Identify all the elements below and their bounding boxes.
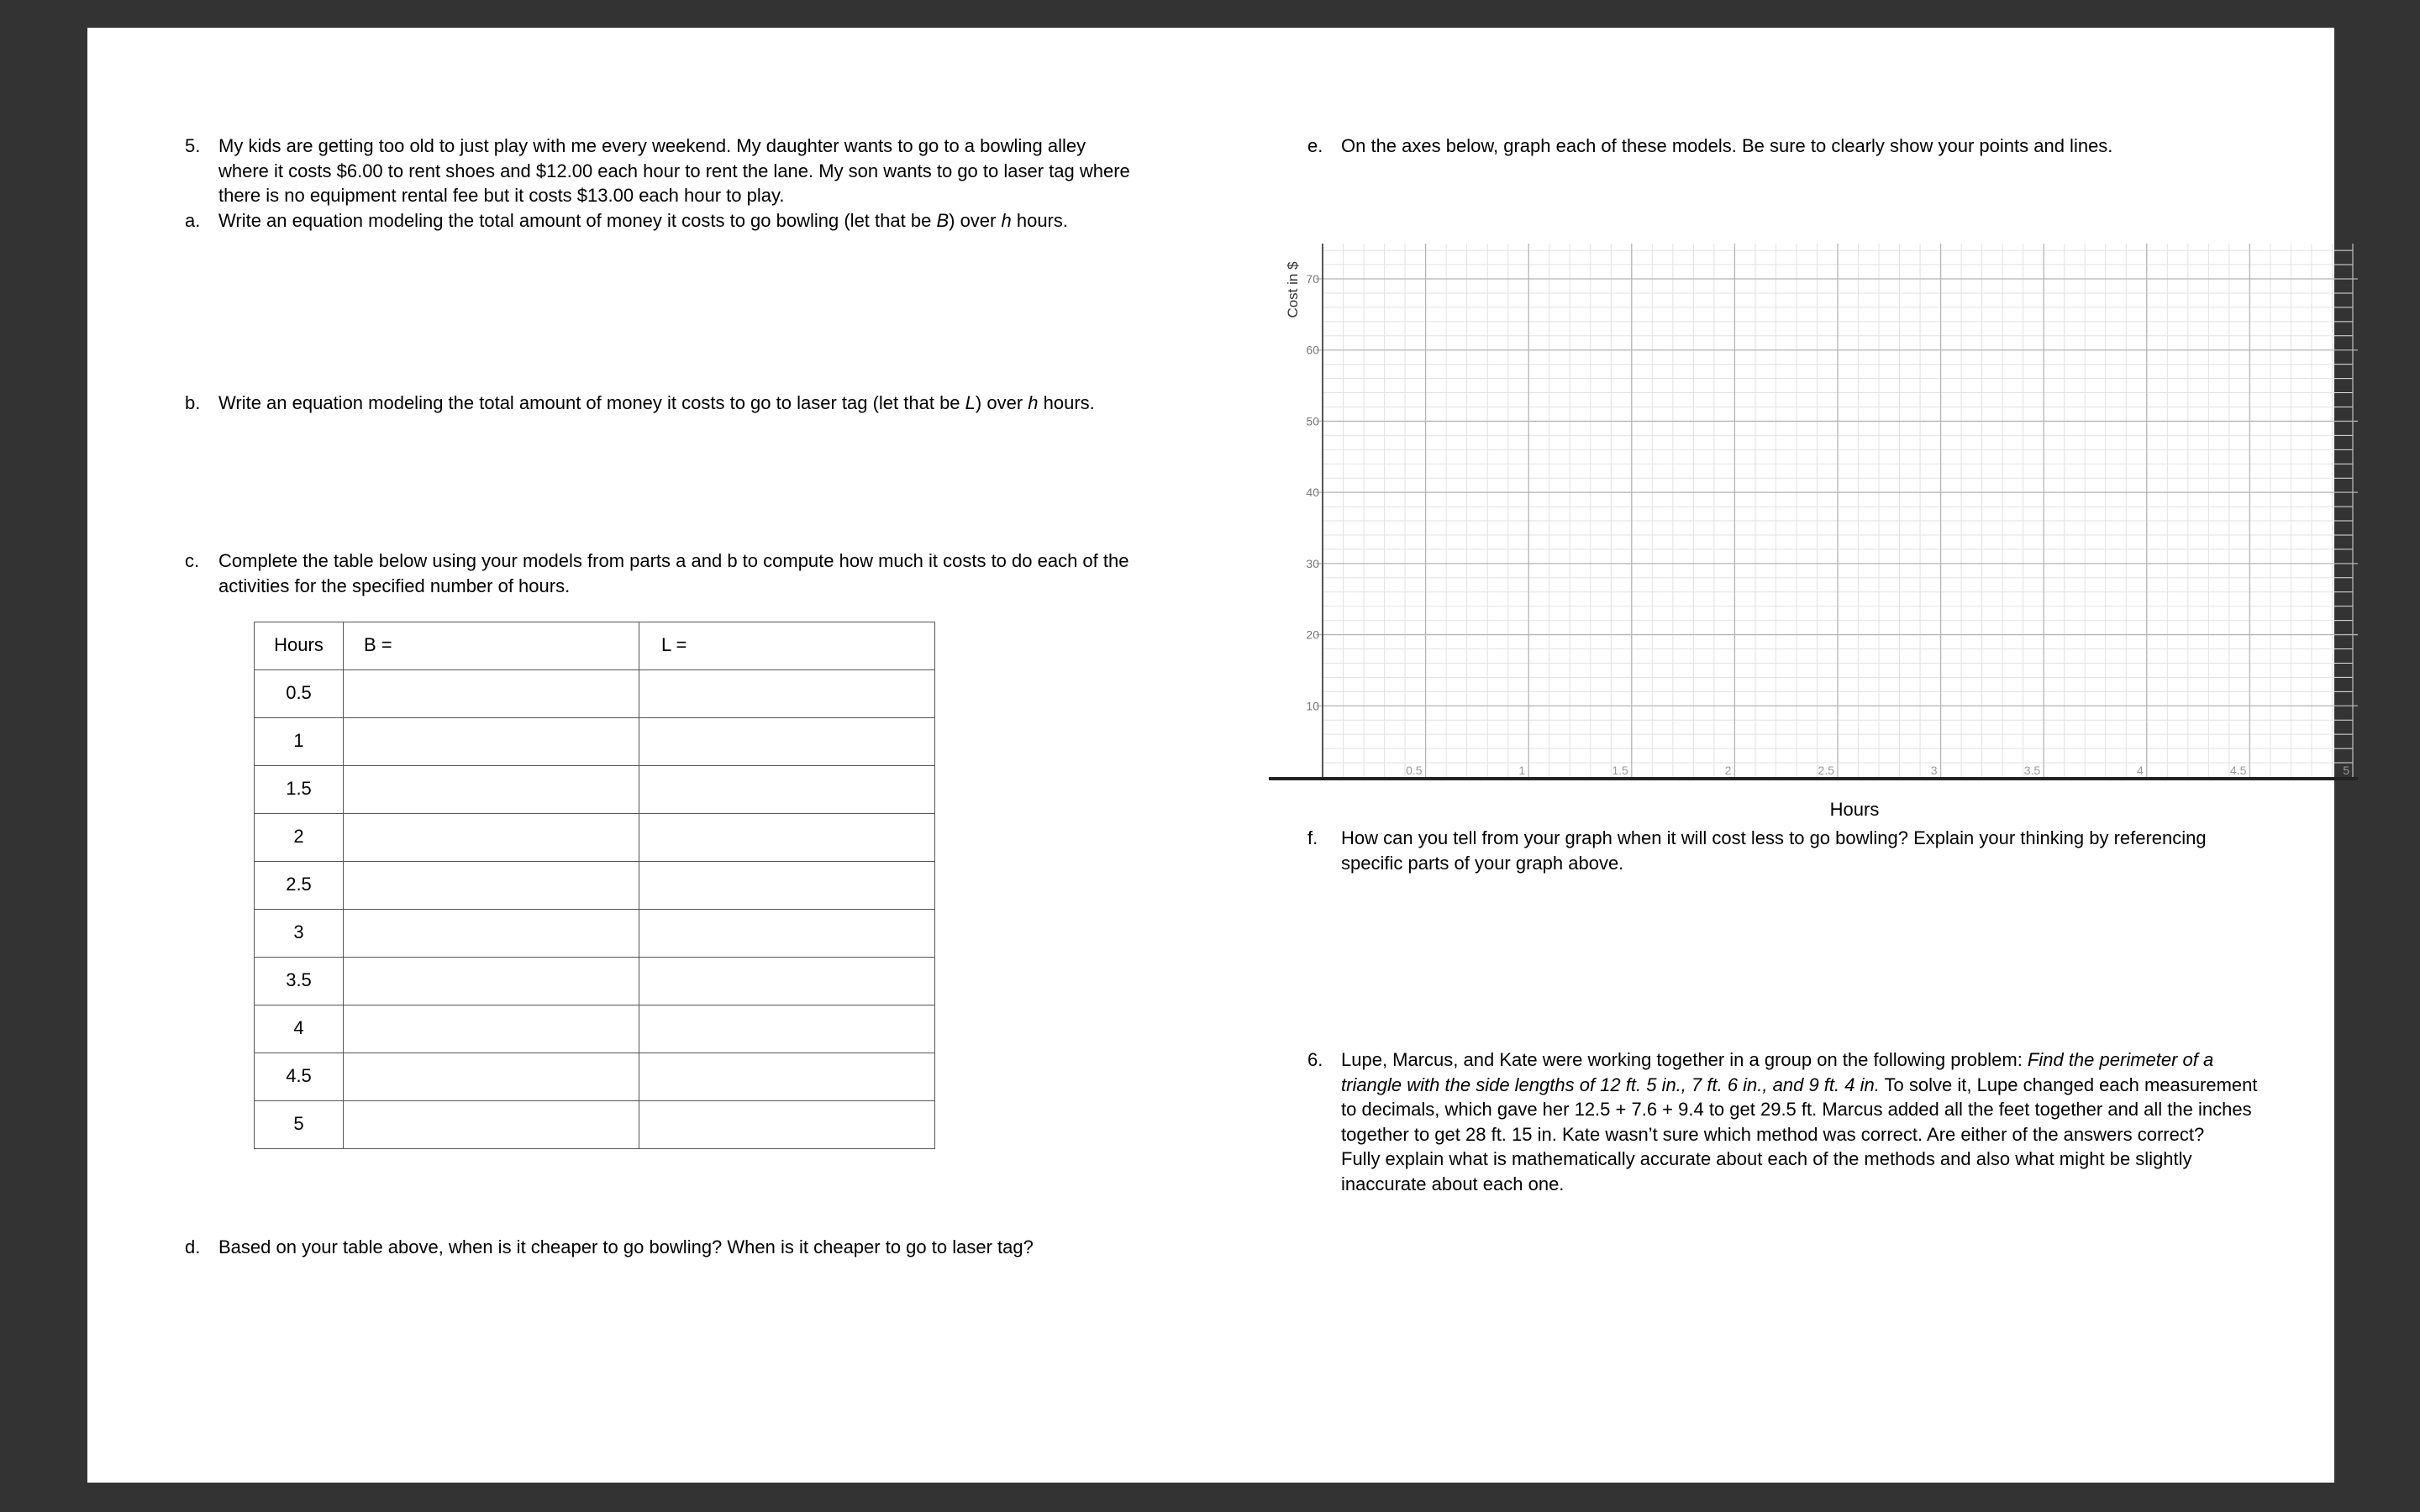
part-e-letter: e.: [1307, 135, 1323, 156]
worksheet-page: [87, 28, 2349, 1483]
part-f-text: [1341, 826, 2207, 875]
header-hours: Hours: [255, 622, 344, 670]
table-header-row: [255, 622, 935, 670]
part-f-letter: f.: [1307, 827, 1318, 848]
part-c-text: [218, 549, 1128, 598]
table-row: [255, 1053, 935, 1101]
x-tick-label: 1: [1518, 764, 1526, 777]
laser-tag-cost-cell[interactable]: [639, 1005, 935, 1053]
question-6-line: together to get 28 ft. 15 in. Kate wasn’t sure which method was correct. Are either of the answers correct?: [1341, 1123, 2205, 1145]
y-axis-title: Cost in $: [1285, 261, 1301, 318]
q6-line2-italic: triangle with the side lengths of 12 ft. 5 in., 7 ft. 6 in., and 9 ft. 4 in.: [1341, 1074, 1880, 1095]
part-a-letter: a.: [185, 210, 201, 231]
hours-cell: 1.5: [255, 766, 344, 814]
part-c-letter: c.: [185, 550, 200, 571]
y-tick-label: 10: [1306, 699, 1319, 713]
x-tick-label: 4: [2137, 764, 2144, 777]
part-b-text-pre: Write an equation modeling the total amount of money it costs to go to laser tag (let that be: [218, 392, 965, 413]
part-f-line: How can you tell from your graph when it will cost less to go bowling? Explain your thinking by referencing: [1341, 827, 2207, 848]
y-tick-label: 70: [1306, 272, 1319, 286]
part-b-text-post: hours.: [1038, 392, 1095, 413]
hours-cell: 2.5: [255, 862, 344, 910]
part-b-var2: h: [1028, 392, 1039, 413]
question-6-line: Fully explain what is mathematically accurate about each of the methods and also what might be slightly: [1341, 1148, 2192, 1169]
table-row: [255, 910, 935, 958]
hours-cell: 1: [255, 718, 344, 766]
hours-cell: 3.5: [255, 958, 344, 1005]
question-5-line: where it costs $6.00 to rent shoes and $12.00 each hour to rent the lane. My son wants to go to laser tag where: [218, 160, 1130, 181]
part-e-text: On the axes below, graph each of these models. Be sure to clearly show your points and lines.: [1341, 135, 2113, 156]
question-5-text: [218, 134, 1130, 208]
x-tick-label: 4.5: [2229, 764, 2247, 777]
bowling-cost-cell[interactable]: [344, 718, 639, 766]
laser-tag-cost-cell[interactable]: [639, 958, 935, 1005]
y-tick-label: 60: [1306, 343, 1319, 357]
question-6-line: to decimals, which gave her 12.5 + 7.6 + 9.4 to get 29.5 ft. Marcus added all the feet together and all the inches: [1341, 1099, 2252, 1120]
part-a-text-pre: Write an equation modeling the total amount of money it costs to go bowling (let that be: [218, 210, 937, 231]
y-tick-label: 20: [1306, 627, 1319, 642]
laser-tag-cost-cell[interactable]: [639, 1101, 935, 1149]
table-row: [255, 766, 935, 814]
laser-tag-cost-cell[interactable]: [639, 1053, 935, 1101]
hours-cell: 2: [255, 814, 344, 862]
x-tick-label: 3: [1930, 764, 1938, 777]
hours-cell: 4: [255, 1005, 344, 1053]
question-6-text: [1341, 1047, 2258, 1196]
part-b-text-mid: ) over: [975, 392, 1028, 413]
part-c-line: activities for the specified number of hours.: [218, 575, 571, 596]
laser-tag-cost-cell[interactable]: [639, 670, 935, 718]
part-a-text: [218, 208, 1068, 234]
question-6-number: 6.: [1307, 1049, 1323, 1070]
part-b-var: L: [965, 392, 976, 413]
bowling-cost-cell[interactable]: [344, 670, 639, 718]
table-row: [255, 814, 935, 862]
header-laser-tag: L =: [639, 622, 935, 670]
x-tick-label: 2.5: [1818, 764, 1834, 777]
hours-cell: 0.5: [255, 670, 344, 718]
bowling-cost-cell[interactable]: [344, 1005, 639, 1053]
x-tick-label: 3.5: [2023, 764, 2041, 777]
table-row: [255, 1005, 935, 1053]
x-tick-label: 0.5: [1406, 764, 1423, 777]
bowling-cost-cell[interactable]: [344, 814, 639, 862]
bowling-cost-cell[interactable]: [344, 958, 639, 1005]
part-a-text-post: hours.: [1011, 210, 1068, 231]
question-5-line: there is no equipment rental fee but it costs $13.00 each hour to play.: [218, 185, 785, 206]
part-d-text: Based on your table above, when is it cheaper to go bowling? When is it cheaper to go to laser tag?: [218, 1236, 1034, 1257]
q6-line2-post: To solve it, Lupe changed each measurement: [1879, 1074, 2258, 1095]
table-row: [255, 670, 935, 718]
part-a-var: B: [936, 210, 950, 231]
hours-cell: 4.5: [255, 1053, 344, 1101]
part-c-line: Complete the table below using your models from parts a and b to compute how much it costs to do each of the: [218, 550, 1129, 571]
y-tick-label: 50: [1306, 414, 1319, 428]
part-a-text-mid: ) over: [949, 210, 1002, 231]
question-5-number: 5.: [185, 135, 201, 156]
table-row: [255, 718, 935, 766]
bowling-cost-cell[interactable]: [344, 1053, 639, 1101]
laser-tag-cost-cell[interactable]: [639, 718, 935, 766]
hours-cell: 5: [255, 1101, 344, 1149]
question-6-line: inaccurate about each one.: [1341, 1173, 1565, 1194]
x-tick-label: 5: [2343, 764, 2349, 777]
part-d-letter: d.: [185, 1236, 201, 1257]
laser-tag-cost-cell[interactable]: [639, 766, 935, 814]
cost-graph: [1269, 208, 2361, 847]
table-row: [255, 1101, 935, 1149]
bowling-cost-cell[interactable]: [344, 1101, 639, 1149]
question-6-line: [1341, 1047, 2258, 1073]
part-a-var2: h: [1001, 210, 1012, 231]
bowling-cost-cell[interactable]: [344, 766, 639, 814]
laser-tag-cost-cell[interactable]: [639, 910, 935, 958]
part-b-letter: b.: [185, 392, 201, 413]
header-bowling: B =: [344, 622, 639, 670]
part-f-line: specific parts of your graph above.: [1341, 852, 1624, 874]
q6-line1-italic: Find the perimeter of a: [2027, 1049, 2214, 1070]
hours-cost-table: [254, 622, 935, 1149]
bowling-cost-cell[interactable]: [344, 862, 639, 910]
y-tick-label: 40: [1306, 486, 1319, 500]
laser-tag-cost-cell[interactable]: [639, 814, 935, 862]
x-tick-label: 2: [1724, 764, 1732, 777]
hours-cell: 3: [255, 910, 344, 958]
bowling-cost-cell[interactable]: [344, 910, 639, 958]
table-row: [255, 958, 935, 1005]
part-b-text: [218, 391, 1095, 416]
x-axis-title: Hours: [1829, 799, 1880, 820]
table-row: [255, 862, 935, 910]
x-tick-label: 1.5: [1612, 764, 1628, 777]
y-tick-label: 30: [1306, 556, 1319, 570]
q6-line1-pre: Lupe, Marcus, and Kate were working together in a group on the following problem:: [1341, 1049, 2028, 1070]
question-5-line: My kids are getting too old to just play with me every weekend. My daughter wants to go to a bowling alley: [218, 135, 1086, 156]
question-6-line: [1341, 1073, 2258, 1098]
laser-tag-cost-cell[interactable]: [639, 862, 935, 910]
